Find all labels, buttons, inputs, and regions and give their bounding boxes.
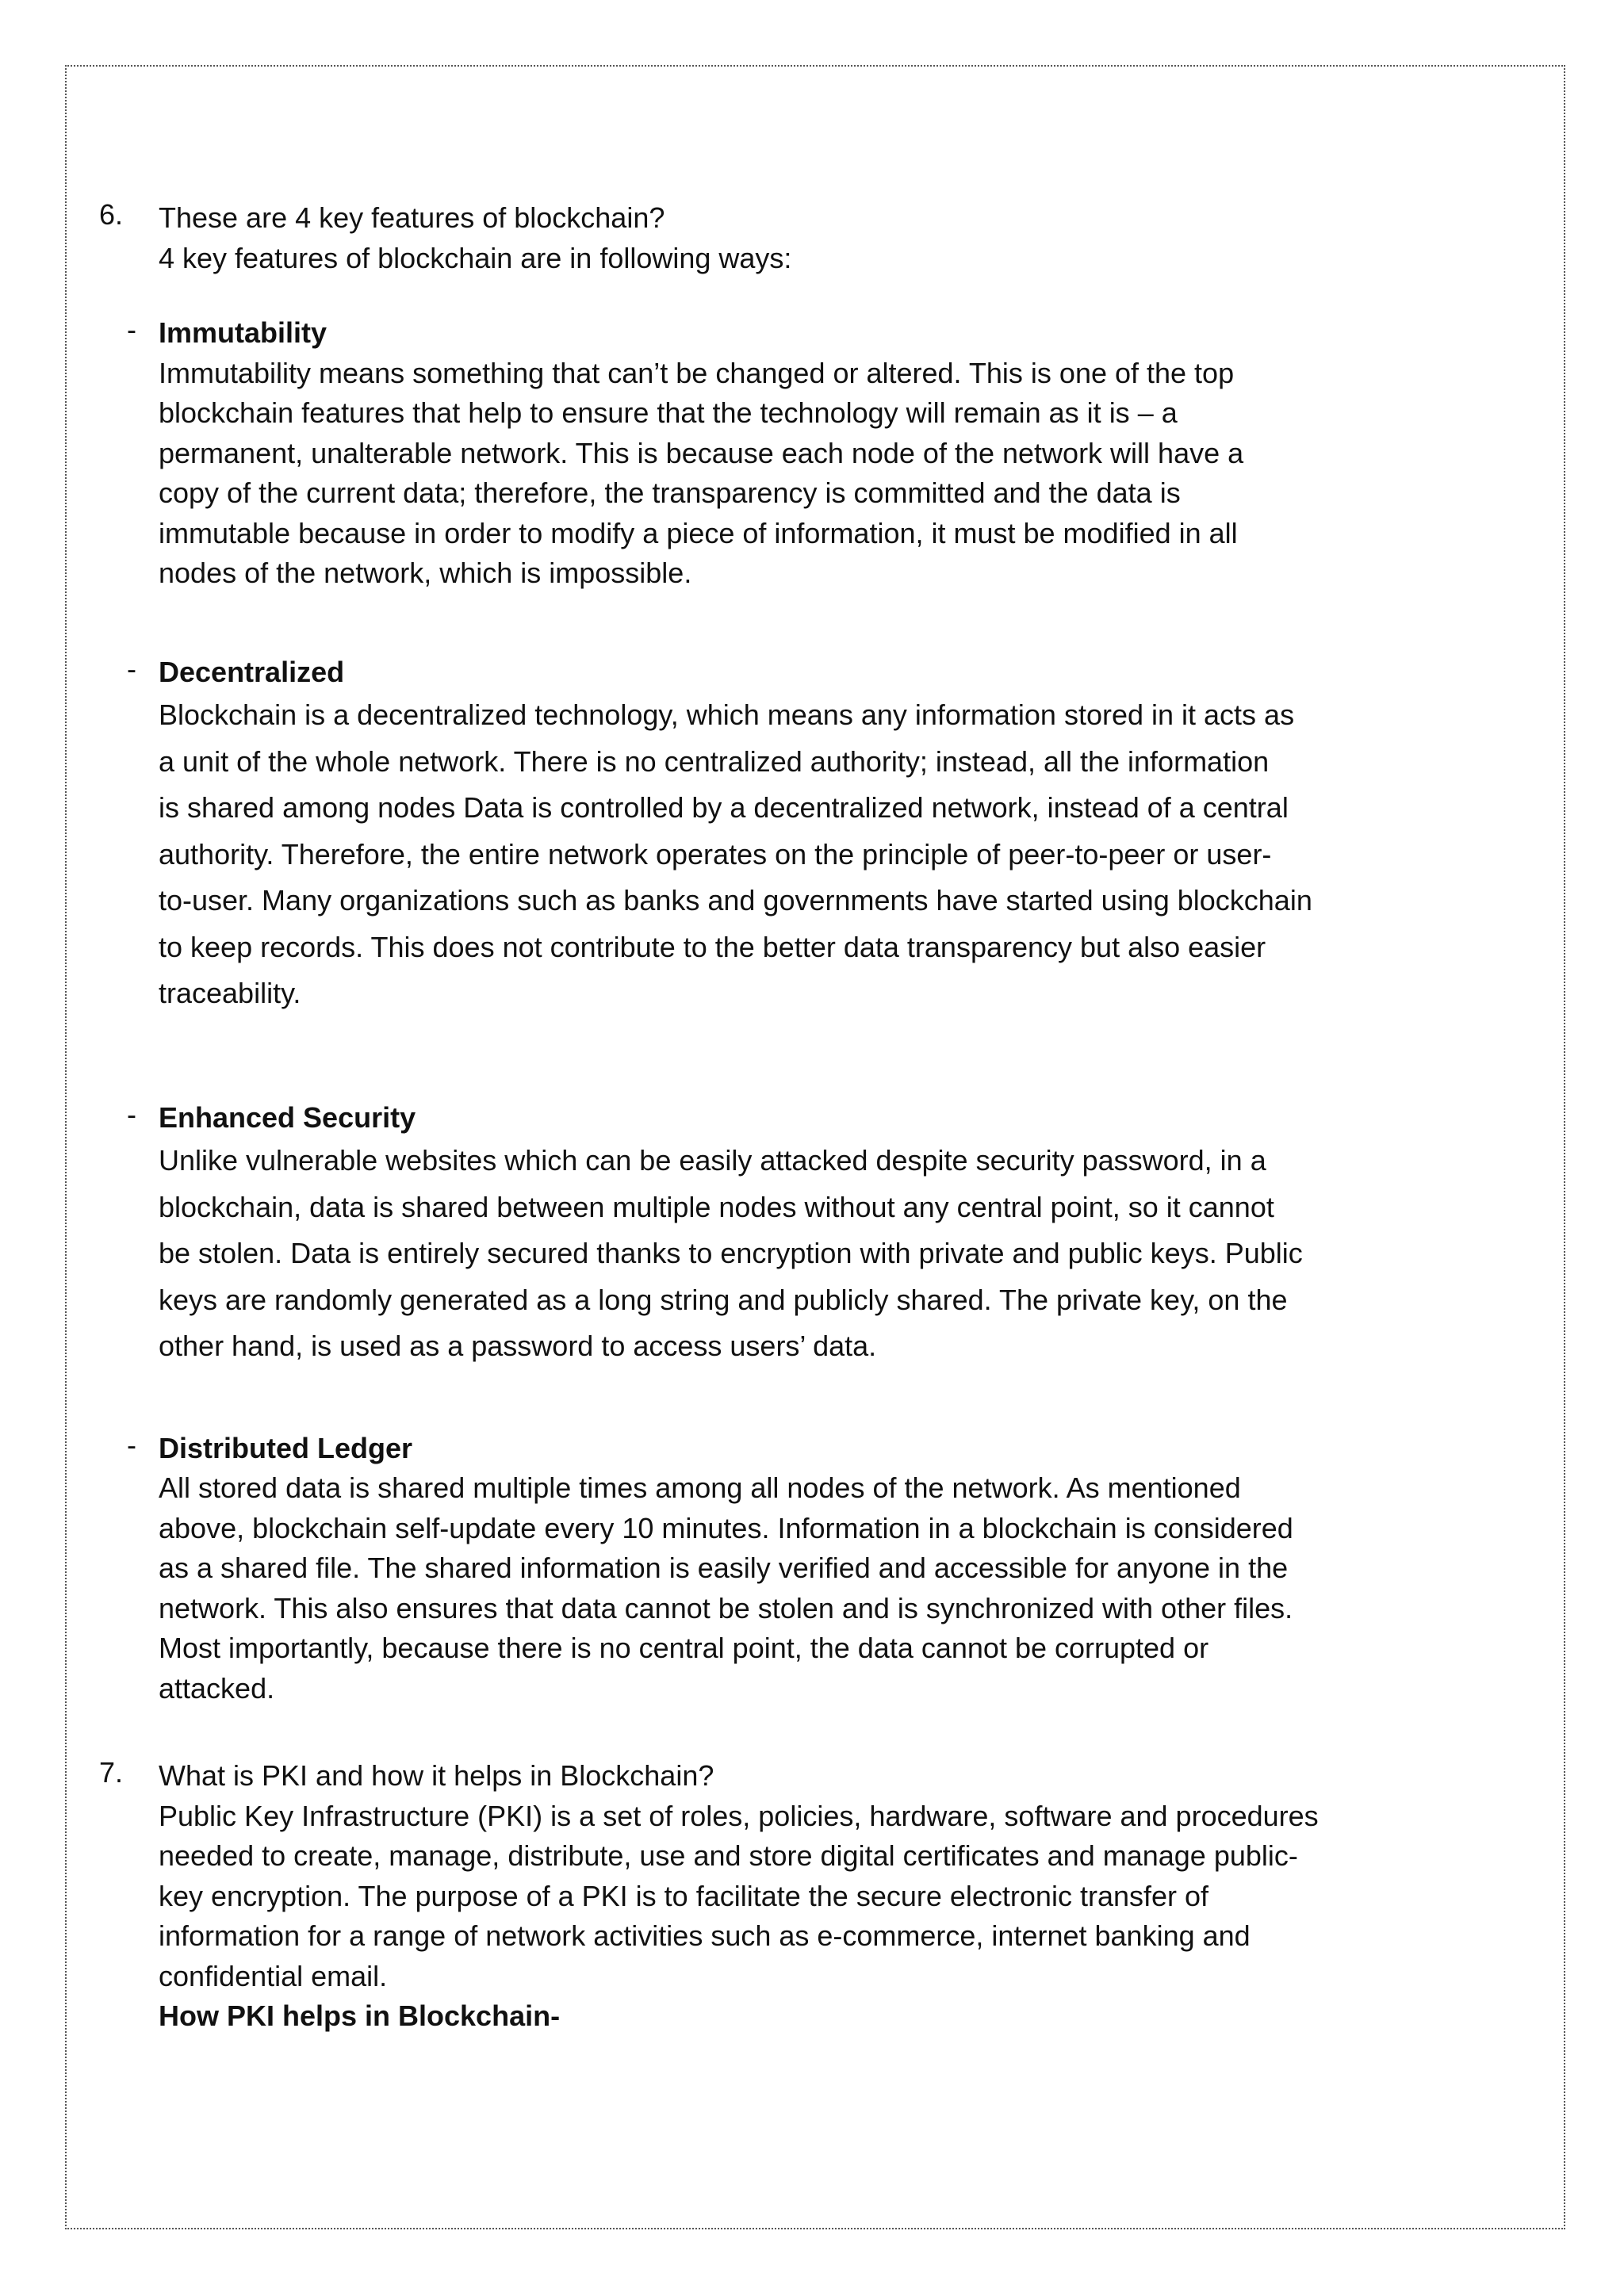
feature-heading: Decentralized — [159, 655, 345, 688]
document-body — [99, 198, 1459, 2037]
subheading: How PKI helps in Blockchain- — [159, 1999, 561, 2032]
feature-distributed-ledger — [127, 1428, 1459, 1709]
question-title: These are 4 key features of blockchain? — [159, 201, 665, 234]
paragraph-line: attacked. — [159, 1671, 275, 1705]
paragraph-line: other hand, is used as a password to access users’ data. — [159, 1330, 877, 1362]
paragraph-line: nodes of the network, which is impossible. — [159, 557, 692, 589]
feature-paragraph — [159, 1138, 1459, 1370]
bullet-dash: - — [127, 652, 136, 685]
paragraph-line: key encryption. The purpose of a PKI is to facilitate the secure electronic transfer of — [159, 1879, 1209, 1912]
paragraph-line: Unlike vulnerable websites which can be easily attacked despite security password, in a — [159, 1144, 1266, 1177]
paragraph-line: as a shared file. The shared information is easily verified and accessible for anyone in the — [159, 1552, 1289, 1584]
paragraph-line: keys are randomly generated as a long string and publicly shared. The private key, on the — [159, 1283, 1288, 1316]
feature-heading: Immutability — [159, 316, 327, 349]
bullet-dash: - — [127, 313, 136, 346]
paragraph-line: information for a range of network activities such as e-commerce, internet banking and — [159, 1919, 1251, 1952]
paragraph-line: to-user. Many organizations such as banks and governments have started using blockchain — [159, 884, 1312, 916]
paragraph-line: Public Key Infrastructure (PKI) is a set of roles, policies, hardware, software and procedures — [159, 1799, 1319, 1832]
paragraph-line: blockchain, data is shared between multiple nodes without any central point, so it cannot — [159, 1190, 1274, 1223]
question-number: 7. — [99, 1756, 124, 1789]
paragraph-line: a unit of the whole network. There is no centralized authority; instead, all the information — [159, 744, 1270, 778]
paragraph-line: immutable because in order to modify a piece of information, it must be modified in all — [159, 516, 1238, 549]
question-paragraph — [159, 1797, 1459, 1997]
paragraph-line: Blockchain is a decentralized technology, which means any information stored in it acts as — [159, 698, 1295, 731]
feature-enhanced-security — [127, 1097, 1459, 1370]
bullet-dash: - — [127, 1097, 136, 1131]
question-7 — [99, 1756, 1459, 2037]
paragraph-line: permanent, unalterable network. This is because each node of the network will have a — [159, 436, 1244, 469]
paragraph-line: is shared among nodes Data is controlled by a decentralized network, instead of a central — [159, 791, 1289, 824]
feature-heading: Distributed Ledger — [159, 1431, 413, 1464]
paragraph-line: above, blockchain self-update every 10 minutes. Information in a blockchain is considered — [159, 1511, 1293, 1544]
paragraph-line: Immutability means something that can’t be changed or altered. This is one of the top — [159, 356, 1235, 389]
paragraph-line: to keep records. This does not contribute to the better data transparency but also easier — [159, 930, 1266, 963]
question-number: 6. — [99, 198, 124, 231]
question-6 — [99, 198, 1459, 278]
question-intro: 4 key features of blockchain are in following ways: — [159, 241, 792, 274]
feature-paragraph — [159, 354, 1459, 594]
paragraph-line: be stolen. Data is entirely secured thanks to encryption with private and public keys. Public — [159, 1237, 1303, 1269]
paragraph-line: network. This also ensures that data cannot be stolen and is synchronized with other files. — [159, 1591, 1293, 1624]
paragraph-line: traceability. — [159, 977, 301, 1009]
feature-paragraph — [159, 692, 1459, 1017]
paragraph-line: All stored data is shared multiple times among all nodes of the network. As mentioned — [159, 1471, 1241, 1504]
paragraph-line: copy of the current data; therefore, the transparency is committed and the data is — [159, 476, 1181, 509]
bullet-dash: - — [127, 1428, 136, 1461]
paragraph-line: confidential email. — [159, 1959, 388, 1992]
paragraph-line: blockchain features that help to ensure that the technology will remain as it is – a — [159, 396, 1178, 429]
feature-immutability — [127, 313, 1459, 594]
paragraph-line: Most importantly, because there is no central point, the data cannot be corrupted or — [159, 1632, 1209, 1664]
question-title: What is PKI and how it helps in Blockchain? — [159, 1759, 714, 1792]
paragraph-line: authority. Therefore, the entire network operates on the principle of peer-to-peer or user- — [159, 837, 1272, 871]
feature-paragraph — [159, 1468, 1459, 1709]
paragraph-line: needed to create, manage, distribute, use and store digital certificates and manage public- — [159, 1839, 1298, 1872]
feature-heading: Enhanced Security — [159, 1100, 416, 1134]
feature-decentralized — [127, 652, 1459, 1017]
